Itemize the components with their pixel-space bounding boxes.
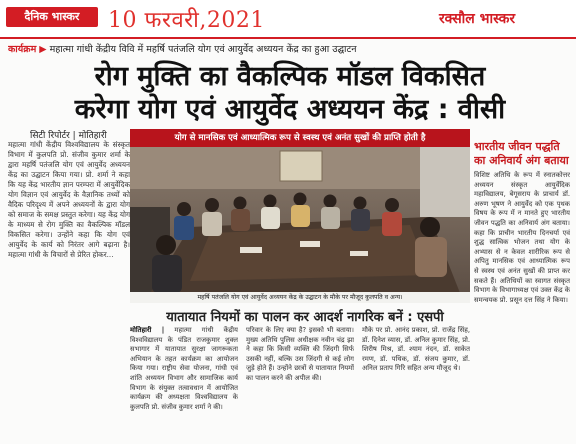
kicker-text: महात्मा गांधी केंद्रीय विवि में महर्षि पतंजलि योग एवं आयुर्वेद अध्ययन केंद्र का हुआ उद्घाटन [49,44,357,55]
kicker-label: कार्यक्रम [8,44,37,55]
masthead [0,0,576,38]
left-article-column: महात्मा गांधी केंद्रीय विश्वविद्यालय के संस्कृत विभाग में कुलपति प्रो. संजीव कुमार शर्मा के द्वारा महर्षि पतंजलि योग एवं आयुर्वेद अध्ययन केंद्र का उद्घाटन किया गया। प्रो. शर्मा ने कहा कि यह केंद्र भारतीय ज्ञान परम्परा में आयुर्वेदिक योग विज्ञान एवं आयुर्वेद के वैज्ञानिक तथ्यों को वैदिक परिदृश्य में अपने अध्ययनों के द्वारा योग को समाज के समक्ष प्रस्तुत करेगा। यह केंद्र योग के माध्यम से रोग मुक्ति का वैकल्पिक मॉडल विकसित करेगा। उन्होंने कहा कि योग एवं आयुर्वेद के कार्य को निरंतर आगे बढ़ाना है। महात्मा गांधी के विचारों से प्रेरित होकर... [8,140,130,259]
edition-date: 10 फरवरी,2021 [108,8,265,33]
headline-line-1: रोग मुक्ति का वैकल्पिक मॉडल विकसित [94,61,486,92]
second-story-column-1 [130,326,238,442]
photo-banner: योग से मानसिक एवं आध्यात्मिक रूप से स्वस्थ एवं अनंत सुखों की प्राप्ति होती है [130,129,470,147]
column-text: परिवार के लिए क्या है? इसको भी बताया। मुख्य अतिथि पुलिस अधीक्षक नवीन चंद्र झा ने कहा कि किसी व्यक्ति की जिंदगी सिर्फ उसकी नहीं, बल्कि उस जिंदगी से कई लोग जुड़े होते हैं। उन्होंने छात्रों से यातायात नियमों का पालन करने की अपील की। [246,326,354,382]
kicker-separator: ▶ [39,44,47,55]
raxaul-bhaskar-logo: रक्सौल भास्कर [394,8,560,30]
masthead-divider [0,37,576,39]
news-photo [130,147,470,293]
sidebar-body: विशिष्ट अतिथि के रूप में स्नातकोत्तर अध्ययन संस्कृत आयुर्वेदिक महाविद्यालय, बेगूसराय के प्राचार्य डॉ. अरुण भूषण ने आयुर्वेद को एक पृथक विषय के रूप में न मानते हुए भारतीय जीवन पद्धति का अनिवार्य अंग बताया। कहा कि प्राचीन भारतीय दिनचर्या एवं शुद्ध सात्विक भोजन तथा योग के अभ्यास से न केवल शारीरिक रूप से अपितु मानसिक एवं आध्यात्मिक रूप से स्वस्थ एवं अनंत सुखों की प्राप्त कर सकते हैं। अतिथियों का स्वागत संस्कृत विभाग के विभागाध्यक्ष एवं उक्त केंद्र के समन्वयक प्रो. प्रसून दत्त सिंह ने किया। [474,171,570,304]
main-headline [26,60,554,126]
second-story-column-3 [362,326,470,442]
second-story-headline: यातायात नियमों का पालन कर आदर्श नागरिक बनें : एसपी [166,310,444,325]
sidebar-article [474,140,570,440]
column-text: मौके पर प्रो. आनंद प्रकाश, प्रो. राजेंद्र सिंह, डॉ. दिनेश व्यास, डॉ. अनिल कुमार सिंह, प्रो. शिरीष मिश्र, डॉ. श्याम नंदन, डॉ. साकेत रमण, डॉ. पथिक, डॉ. संजय कुमार, डॉ. अनिल प्रताप गिरि सहित अन्य मौजूद थे। [362,326,470,373]
dainik-bhaskar-logo: दैनिक भास्कर [6,7,98,27]
kicker-line [8,42,568,58]
byline: सिटी रिपोर्टर | मोतिहारी [30,131,107,141]
second-story-column-2 [246,326,354,442]
column-text: महात्मा गांधी केंद्रीय विश्वविद्यालय के पंडित राजकुमार शुक्ल सभागार में यातायात सुरक्षा जागरूकता अभियान के तहत कार्यक्रम का आयोजन किया गया। राष्ट्रीय सेवा योजना, गांधी एवं शांति अध्ययन विभाग और सामाजिक कार्य विभाग के संयुक्त तत्वावधान में आयोजित कार्यक्रम की अध्यक्षता विश्वविद्यालय के कुलपति प्रो. संजीव कुमार शर्मा ने की। [130,326,238,411]
sidebar-headline: भारतीय जीवन पद्धति का अनिवार्य अंग बताया [474,140,569,167]
photo-caption: महर्षि पतंजलि योग एवं आयुर्वेद अध्ययन केंद्र के उद्घाटन के मौके पर मौजूद कुलपति व अन्य। [130,292,470,303]
dateline: मोतिहारी | [130,326,165,334]
second-story-columns [130,326,470,442]
headline-line-2: करेगा योग एवं आयुर्वेद अध्ययन केंद्र : वीसी [74,94,506,125]
meeting-room-photo [130,147,470,293]
